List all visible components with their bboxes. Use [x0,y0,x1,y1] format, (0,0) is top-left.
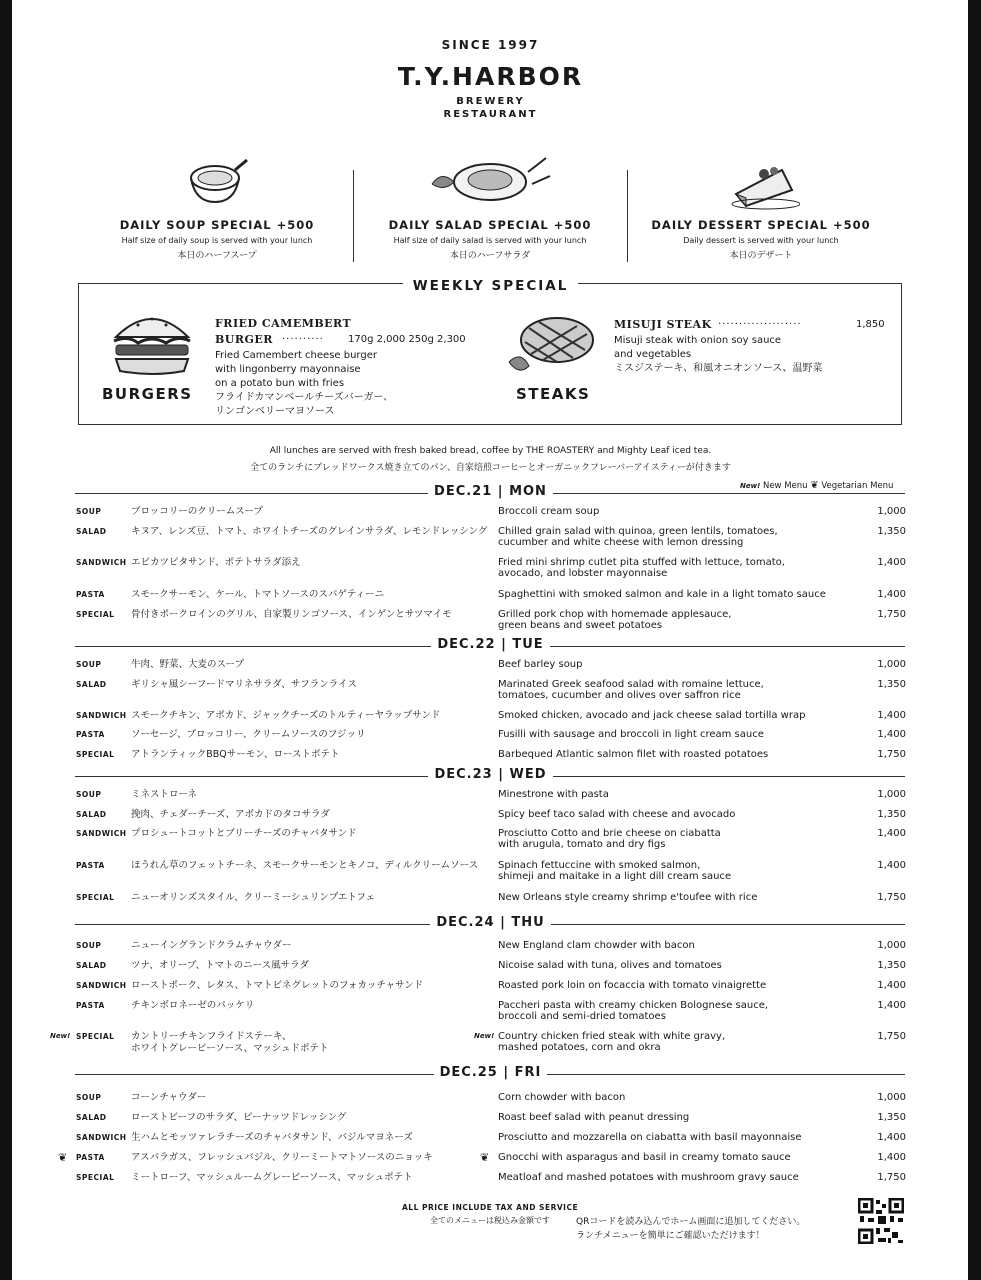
category-steaks: STEAKS [516,385,591,403]
dish-name-en: Roasted pork loin on focaccia with tomato vinaigrette [498,980,767,991]
dish-name-en: Beef barley soup [498,659,583,670]
dish-price: 1,400 [877,589,906,600]
steak-name: MISUJI STEAK [614,318,712,331]
dish-name-en: Smoked chicken, avocado and jack cheese salad tortilla wrap [498,710,806,721]
tax-note-en: ALL PRICE INCLUDE TAX AND SERVICE [402,1203,579,1212]
dish-price: 1,350 [877,960,906,971]
dish-price: 1,750 [877,892,906,903]
dish-name-jp: 挽肉、チェダーチーズ、アボカドのタコサラダ [131,809,330,820]
dish-name-en: Barbequed Atlantic salmon filet with roasted potatoes [498,749,769,760]
dish-name-en: Spicy beef taco salad with cheese and avocado [498,809,736,820]
brand-name: T.Y.HARBOR [397,62,584,91]
dish-name-en: Corn chowder with bacon [498,1092,626,1103]
dish-price: 1,400 [877,1152,906,1163]
dish-name-en: Fried mini shrimp cutlet pita stuffed with lettuce, tomato, avocado, and lobster mayonnaise [498,557,785,579]
dish-name-jp: ミートローフ、マッシュルームグレービーソース、マッシュポテト [131,1172,413,1183]
daily-special-soup [67,218,367,261]
dish-name-en: Country chicken fried steak with white gravy, mashed potatoes, corn and okra [498,1031,726,1053]
dish-price: 1,400 [877,1132,906,1143]
dish-name-jp: アトランティックBBQサーモン、ローストポテト [131,749,340,760]
leader-dots: .................... [718,316,802,327]
dish-price: 1,400 [877,729,906,740]
dish-name-en: Spinach fettuccine with smoked salmon, shimeji and maitake in a light dill cream sauce [498,860,732,882]
dish-name-jp: 牛肉、野菜、大麦のスープ [131,659,245,670]
course-label: SOUP [76,1093,102,1102]
course-label: SPECIAL [76,1173,115,1182]
course-label: SOUP [76,941,102,950]
cake-slice-icon [730,160,800,210]
course-label: SOUP [76,660,102,669]
dish-price: 1,000 [877,659,906,670]
dish-name-en: Roast beef salad with peanut dressing [498,1112,690,1123]
day-heading: DEC.21 | MON [0,484,981,499]
steak-description: Misuji steak with onion soy sauce and vegetables ミスジステーキ、和風オニオンソース、温野菜 [614,335,823,374]
dish-name-en: Paccheri pasta with creamy chicken Bolognese sauce, broccoli and semi-dried tomatoes [498,1000,769,1022]
soup-bowl-icon [185,158,249,208]
dish-name-jp: ブロッコリーのクリームスープ [131,506,263,517]
dish-name-jp: エビカツピタサンド、ポテトサラダ添え [131,557,301,568]
course-label: PASTA [76,1001,105,1010]
dish-name-jp: ローストポーク、レタス、トマトビネグレットのフォカッチャサンド [131,980,424,991]
course-label: SALAD [76,810,107,819]
dish-price: 1,400 [877,557,906,568]
daily-special-jp: 本日のデザート [729,251,793,261]
course-label: SANDWICH [76,981,127,990]
new-mark: New! [740,482,761,490]
brand-since: SINCE 1997 [441,38,540,52]
course-label: SALAD [76,680,107,689]
dish-price: 1,750 [877,609,906,620]
vegetarian-leaf-icon: ❦ [480,1151,490,1164]
dish-name-jp: 骨付きポークロインのグリル、自家製リンゴソース、インゲンとサツマイモ [131,609,452,620]
burger-description: Fried Camembert cheese burger with lingonberry mayonnaise on a potato bun with fries フライドカマンベールチーズバーガー、 リンゴンベリーマヨソース [215,350,394,417]
daily-special-title: DAILY SALAD SPECIAL +500 [388,218,592,232]
dish-price: 1,750 [877,1172,906,1183]
course-label: PASTA [76,730,105,739]
course-label: PASTA [76,861,105,870]
tax-note-jp: 全てのメニューは税込み金額です [430,1216,550,1225]
dish-price: 1,400 [877,1000,906,1011]
dish-name-en: Grilled pork chop with homemade applesauce, green beans and sweet potatoes [498,609,732,631]
dish-name-jp: キヌア、レンズ豆、トマト、ホワイトチーズのグレインサラダ、レモンドレッシング [131,526,488,537]
leaf-icon: ❦ [810,480,819,491]
lunch-note-en: All lunches are served with fresh baked bread, coffee by THE ROASTERY and Mighty Leaf iced tea. [269,446,712,456]
dish-price: 1,350 [877,526,906,537]
dish-name-jp: スモークサーモン、ケール、トマトソースのスパゲティーニ [131,589,385,600]
dish-name-en: Spaghettini with smoked salmon and kale in a light tomato sauce [498,589,826,600]
dish-name-jp: アスパラガス、フレッシュバジル、クリーミートマトソースのニョッキ [131,1152,433,1163]
dish-name-jp: ソーセージ、ブロッコリー、クリームソースのフジッリ [131,729,366,740]
dish-price: 1,000 [877,506,906,517]
salad-icon [428,154,554,206]
daily-special-dessert [611,218,911,261]
dish-price: 1,750 [877,749,906,760]
course-label: SANDWICH [76,558,127,567]
steak-icon [507,310,603,380]
course-label: PASTA [76,1153,105,1162]
dish-price: 1,350 [877,809,906,820]
dish-name-en: Meatloaf and mashed potatoes with mushroom gravy sauce [498,1172,799,1183]
legend-veg: Vegetarian Menu [821,481,894,491]
course-label: SOUP [76,790,102,799]
dish-price: 1,000 [877,789,906,800]
course-label: SANDWICH [76,829,127,838]
burger-name-1: FRIED CAMEMBERT [215,317,352,330]
dish-name-en: Minestrone with pasta [498,789,609,800]
dish-name-jp: チキンボロネーゼのパッケリ [131,1000,255,1011]
course-label: SPECIAL [76,893,115,902]
day-heading: DEC.22 | TUE [0,637,981,652]
dish-name-en: Prosciutto and mozzarella on ciabatta with basil mayonnaise [498,1132,802,1143]
vegetarian-leaf-icon: ❦ [58,1151,68,1164]
burger-price: 170g 2,000 250g 2,300 [348,334,466,345]
legend-new: New Menu [762,481,808,491]
daily-special-en: Half size of daily salad is served with your lunch [393,236,587,245]
dish-price: 1,350 [877,1112,906,1123]
day-heading: DEC.23 | WED [0,767,981,782]
brand-line2: RESTAURANT [443,109,538,120]
daily-special-title: DAILY DESSERT SPECIAL +500 [651,218,871,232]
daily-special-title: DAILY SOUP SPECIAL +500 [119,218,315,232]
dish-price: 1,400 [877,710,906,721]
dish-price: 1,350 [877,679,906,690]
dish-name-jp: カントリーチキンフライドステーキ、 ホワイトグレービーソース、マッシュドポテト [131,1031,329,1054]
dish-name-jp: コーンチャウダー [131,1092,207,1103]
dish-price: 1,400 [877,860,906,871]
course-label: SALAD [76,961,107,970]
course-label: SPECIAL [76,610,115,619]
dish-name-en: New Orleans style creamy shrimp e'toufee with rice [498,892,758,903]
dish-name-jp: ほうれん草のフェットチーネ、スモークサーモンとキノコ、ディルクリームソース [131,860,479,871]
course-label: SOUP [76,507,102,516]
day-heading: DEC.24 | THU [0,915,981,930]
course-label: SANDWICH [76,711,127,720]
new-mark: New! [474,1032,495,1040]
dish-name-en: Gnocchi with asparagus and basil in creamy tomato sauce [498,1152,791,1163]
dish-name-en: Nicoise salad with tuna, olives and tomatoes [498,960,722,971]
course-label: SPECIAL [76,1032,115,1041]
qr-instructions: QRコードを読み込んでホーム画面に追加してください。 ランチメニューを簡単にご確認いただけます！ [576,1217,806,1241]
dish-name-jp: プロシュートコットとブリーチーズのチャバタサンド [131,828,357,839]
dish-name-jp: ニューイングランドクラムチャウダー [131,940,292,951]
dish-name-jp: スモークチキン、アボカド、ジャックチーズのトルティーヤラップサンド [131,710,441,721]
daily-special-en: Half size of daily soup is served with your lunch [121,236,313,245]
daily-special-salad [340,218,640,261]
dish-price: 1,400 [877,980,906,991]
dish-name-en: New England clam chowder with bacon [498,940,695,951]
dish-name-en: Fusilli with sausage and broccoli in light cream sauce [498,729,764,740]
course-label: SALAD [76,527,107,536]
course-label: PASTA [76,590,105,599]
category-burgers: BURGERS [102,385,193,403]
burger-icon [108,307,196,377]
daily-special-jp: 本日のハーフサラダ [449,251,531,261]
dish-name-jp: ローストビーフのサラダ、ピーナッツドレッシング [131,1112,347,1123]
new-mark: New! [50,1032,71,1040]
qr-code-icon[interactable] [858,1198,904,1244]
steak-price: 1,850 [856,319,885,330]
weekly-special-title: WEEKLY SPECIAL [0,275,981,294]
dish-price: 1,000 [877,1092,906,1103]
dish-name-jp: ミネストローネ [131,789,198,800]
lunch-note-jp: 全てのランチにブレッドワークス焼き立てのパン、自家焙煎コーヒーとオーガニックフレーバーアイスティーが付きます [250,463,731,473]
daily-special-en: Daily dessert is served with your lunch [683,236,839,245]
course-label: SALAD [76,1113,107,1122]
dish-price: 1,400 [877,828,906,839]
dish-name-jp: ギリシャ風シーフードマリネサラダ、サフランライス [131,679,357,690]
dish-name-en: Chilled grain salad with quinoa, green lentils, tomatoes, cucumber and white cheese with lemon dressing [498,526,778,548]
dish-name-en: Marinated Greek seafood salad with romaine lettuce, tomatoes, cucumber and olives over saffron rice [498,679,764,701]
burger-name-2: BURGER [215,333,273,346]
dish-name-jp: 生ハムとモッツァレラチーズのチャバタサンド、バジルマヨネーズ [131,1132,413,1143]
dish-name-en: Prosciutto Cotto and brie cheese on ciabatta with arugula, tomato and dry figs [498,828,721,850]
daily-special-jp: 本日のハーフスープ [177,251,257,261]
dish-price: 1,750 [877,1031,906,1042]
leader-dots: .......... [282,331,324,342]
dish-name-jp: ニューオリンズスタイル、クリーミーシュリンプエトフェ [131,892,375,903]
dish-name-jp: ツナ、オリーブ、トマトのニース風サラダ [131,960,310,971]
dish-price: 1,000 [877,940,906,951]
course-label: SPECIAL [76,750,115,759]
brand-line1: BREWERY [456,96,525,107]
dish-name-en: Broccoli cream soup [498,506,600,517]
day-heading: DEC.25 | FRI [0,1065,981,1080]
course-label: SANDWICH [76,1133,127,1142]
